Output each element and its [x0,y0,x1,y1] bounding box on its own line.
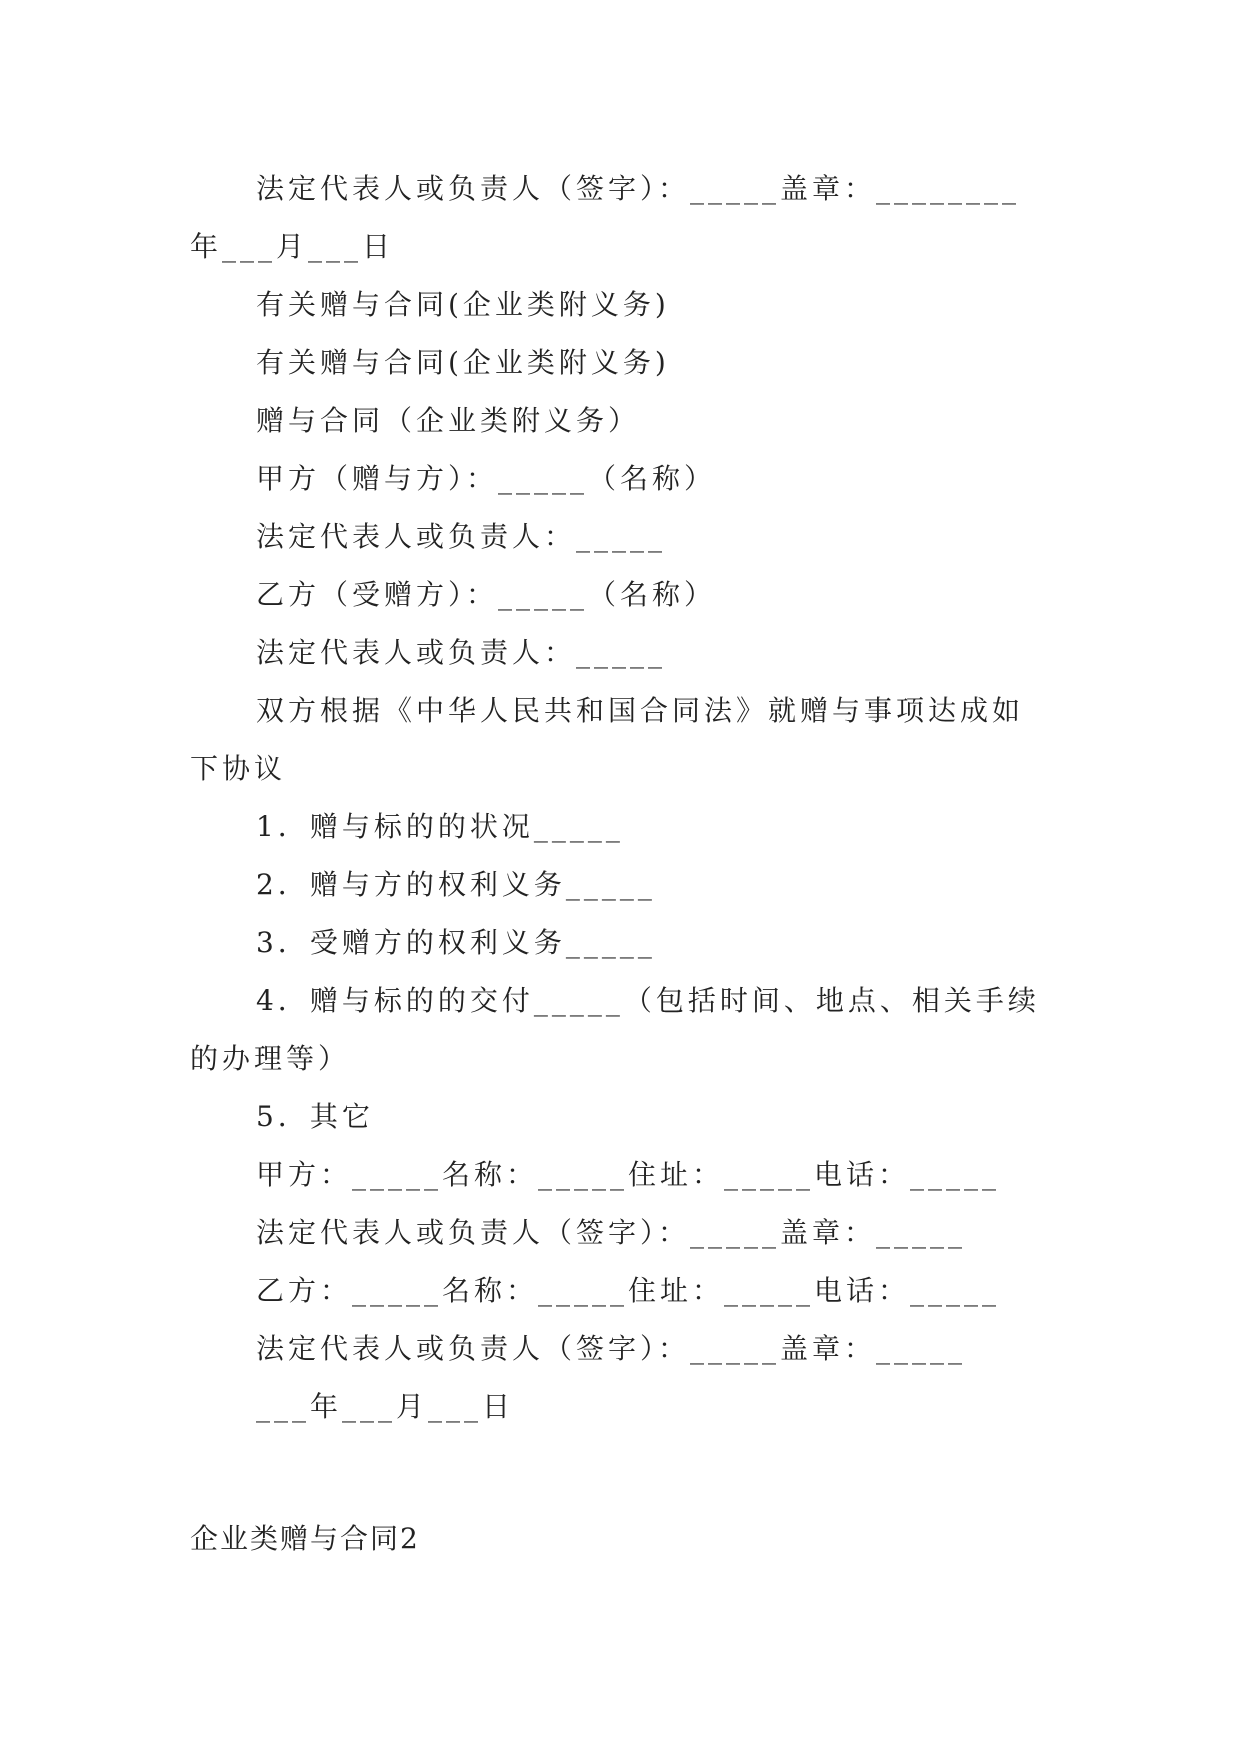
signature-line-paragraph: 法定代表人或负责人（签字）：_____盖章：________年___月___日 [190,172,1021,263]
heading-line: 有关赠与合同(企业类附义务) [256,288,670,321]
clause-item: 3．受赠方的权利义务_____ [256,926,656,959]
agreement-intro-paragraph: 双方根据《中华人民共和国合同法》就赠与事项达成如下协议 [190,694,1025,785]
party-a-line: 甲方（赠与方）：_____（名称） [256,462,717,495]
clause-item: 1．赠与标的的状况_____ [256,810,624,843]
heading-line: 有关赠与合同(企业类附义务) [256,346,670,379]
party-b-contact-line: 乙方：_____名称：_____住址：_____电话：_____ [256,1274,1001,1307]
party-a-contact-line: 甲方：_____名称：_____住址：_____电话：_____ [256,1158,1001,1191]
clause-item: 5．其它 [256,1100,374,1133]
date-line: ___年___月___日 [256,1390,515,1423]
party-b-signature-line: 法定代表人或负责人（签字）：_____盖章：_____ [256,1332,967,1365]
party-a-representative-line: 法定代表人或负责人：_____ [256,520,667,553]
blank-line [190,1436,1050,1494]
party-a-signature-line: 法定代表人或负责人（签字）：_____盖章：_____ [256,1216,967,1249]
party-b-line: 乙方（受赠方）：_____（名称） [256,578,717,611]
party-b-representative-line: 法定代表人或负责人：_____ [256,636,667,669]
clause-item: 2．赠与方的权利义务_____ [256,868,656,901]
document-body [190,160,1050,1568]
contract-title: 赠与合同（企业类附义务） [256,404,641,437]
section-title: 企业类赠与合同2 [190,1522,420,1555]
clause-item: 4．赠与标的的交付_____（包括时间、地点、相关手续的办理等） [190,984,1040,1075]
